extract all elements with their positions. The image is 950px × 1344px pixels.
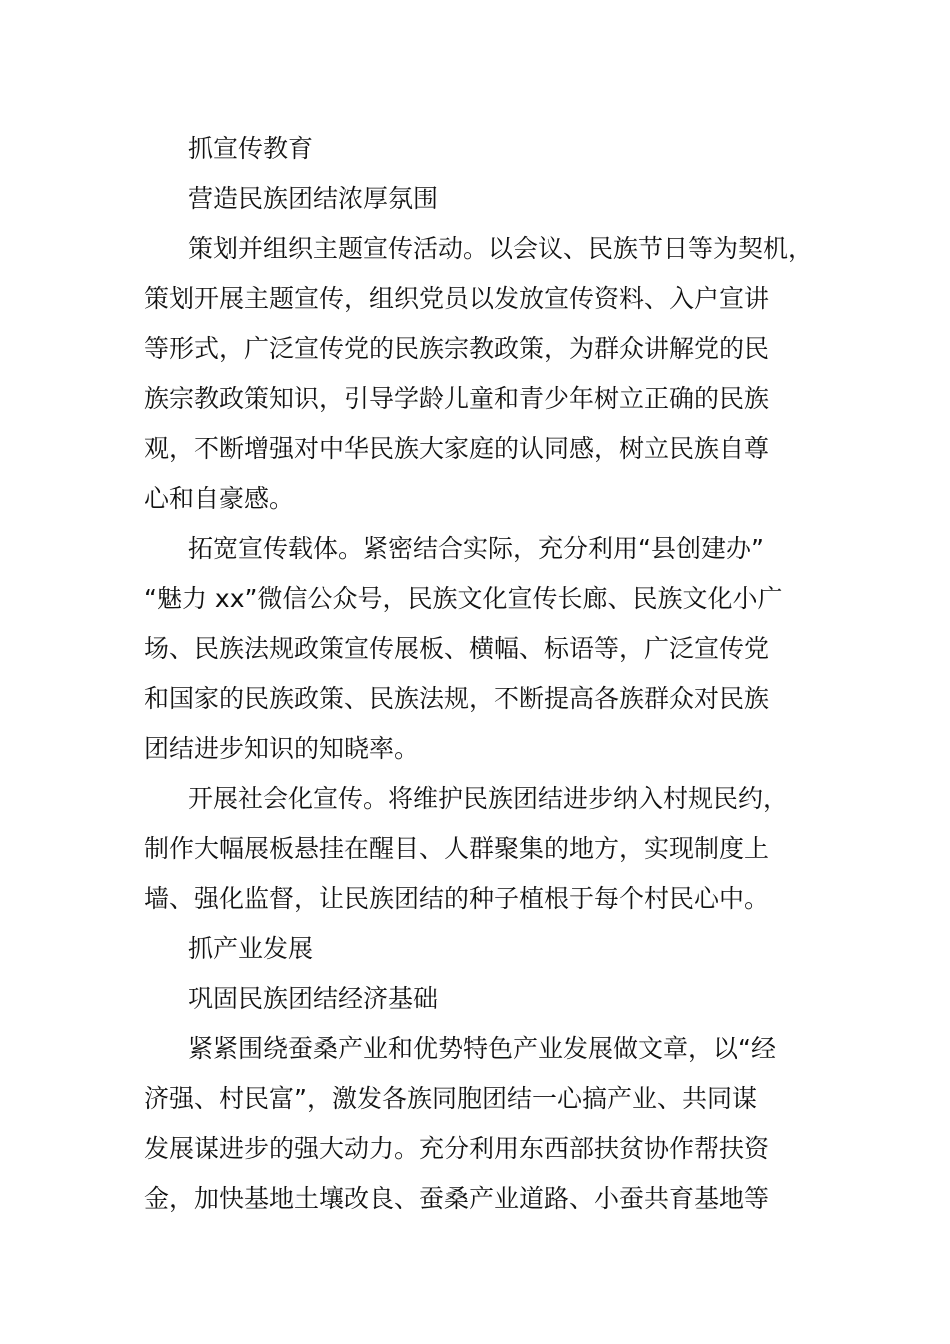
paragraph-line: 策划并组织主题宣传活动。以会议、民族节日等为契机， [188, 234, 814, 263]
paragraph-line: 发展谋进步的强大动力。充分利用东西部扶贫协作帮扶资 [144, 1134, 770, 1163]
paragraph-line: 策划开展主题宣传，组织党员以发放宣传资料、入户宣讲 [144, 284, 770, 313]
paragraph-line: 济强、村民富”，激发各族同胞团结一心搞产业、共同谋 [144, 1084, 757, 1113]
paragraph-line: 场、民族法规政策宣传展板、横幅、标语等，广泛宣传党 [144, 634, 770, 663]
paragraph-line: 和国家的民族政策、民族法规，不断提高各族群众对民族 [144, 684, 770, 713]
paragraph-line: 紧紧围绕蚕桑产业和优势特色产业发展做文章，以“经 [188, 1034, 776, 1063]
paragraph-line: 观，不断增强对中华民族大家庭的认同感，树立民族自尊 [144, 434, 770, 463]
section-heading: 抓产业发展 [188, 934, 314, 963]
paragraph-line: 制作大幅展板悬挂在醒目、人群聚集的地方，实现制度上 [144, 834, 770, 863]
paragraph-line: 墙、强化监督，让民族团结的种子植根于每个村民心中。 [144, 884, 770, 913]
paragraph-line: 等形式，广泛宣传党的民族宗教政策，为群众讲解党的民 [144, 334, 770, 363]
section-subheading: 巩固民族团结经济基础 [188, 984, 439, 1013]
paragraph-line: 开展社会化宣传。将维护民族团结进步纳入村规民约， [188, 784, 789, 813]
paragraph-line: 金，加快基地土壤改良、蚕桑产业道路、小蚕共育基地等 [144, 1184, 770, 1213]
paragraph-line: 族宗教政策知识，引导学龄儿童和青少年树立正确的民族 [144, 384, 770, 413]
paragraph-line: 心和自豪感。 [144, 484, 295, 513]
section-subheading: 营造民族团结浓厚氛围 [188, 184, 439, 213]
paragraph-line: “魅力 xx”微信公众号，民族文化宣传长廊、民族文化小广 [144, 584, 783, 613]
paragraph-line: 拓宽宣传载体。紧密结合实际，充分利用“县创建办” [188, 534, 764, 563]
paragraph-line: 团结进步知识的知晓率。 [144, 734, 420, 763]
section-heading: 抓宣传教育 [188, 134, 314, 163]
